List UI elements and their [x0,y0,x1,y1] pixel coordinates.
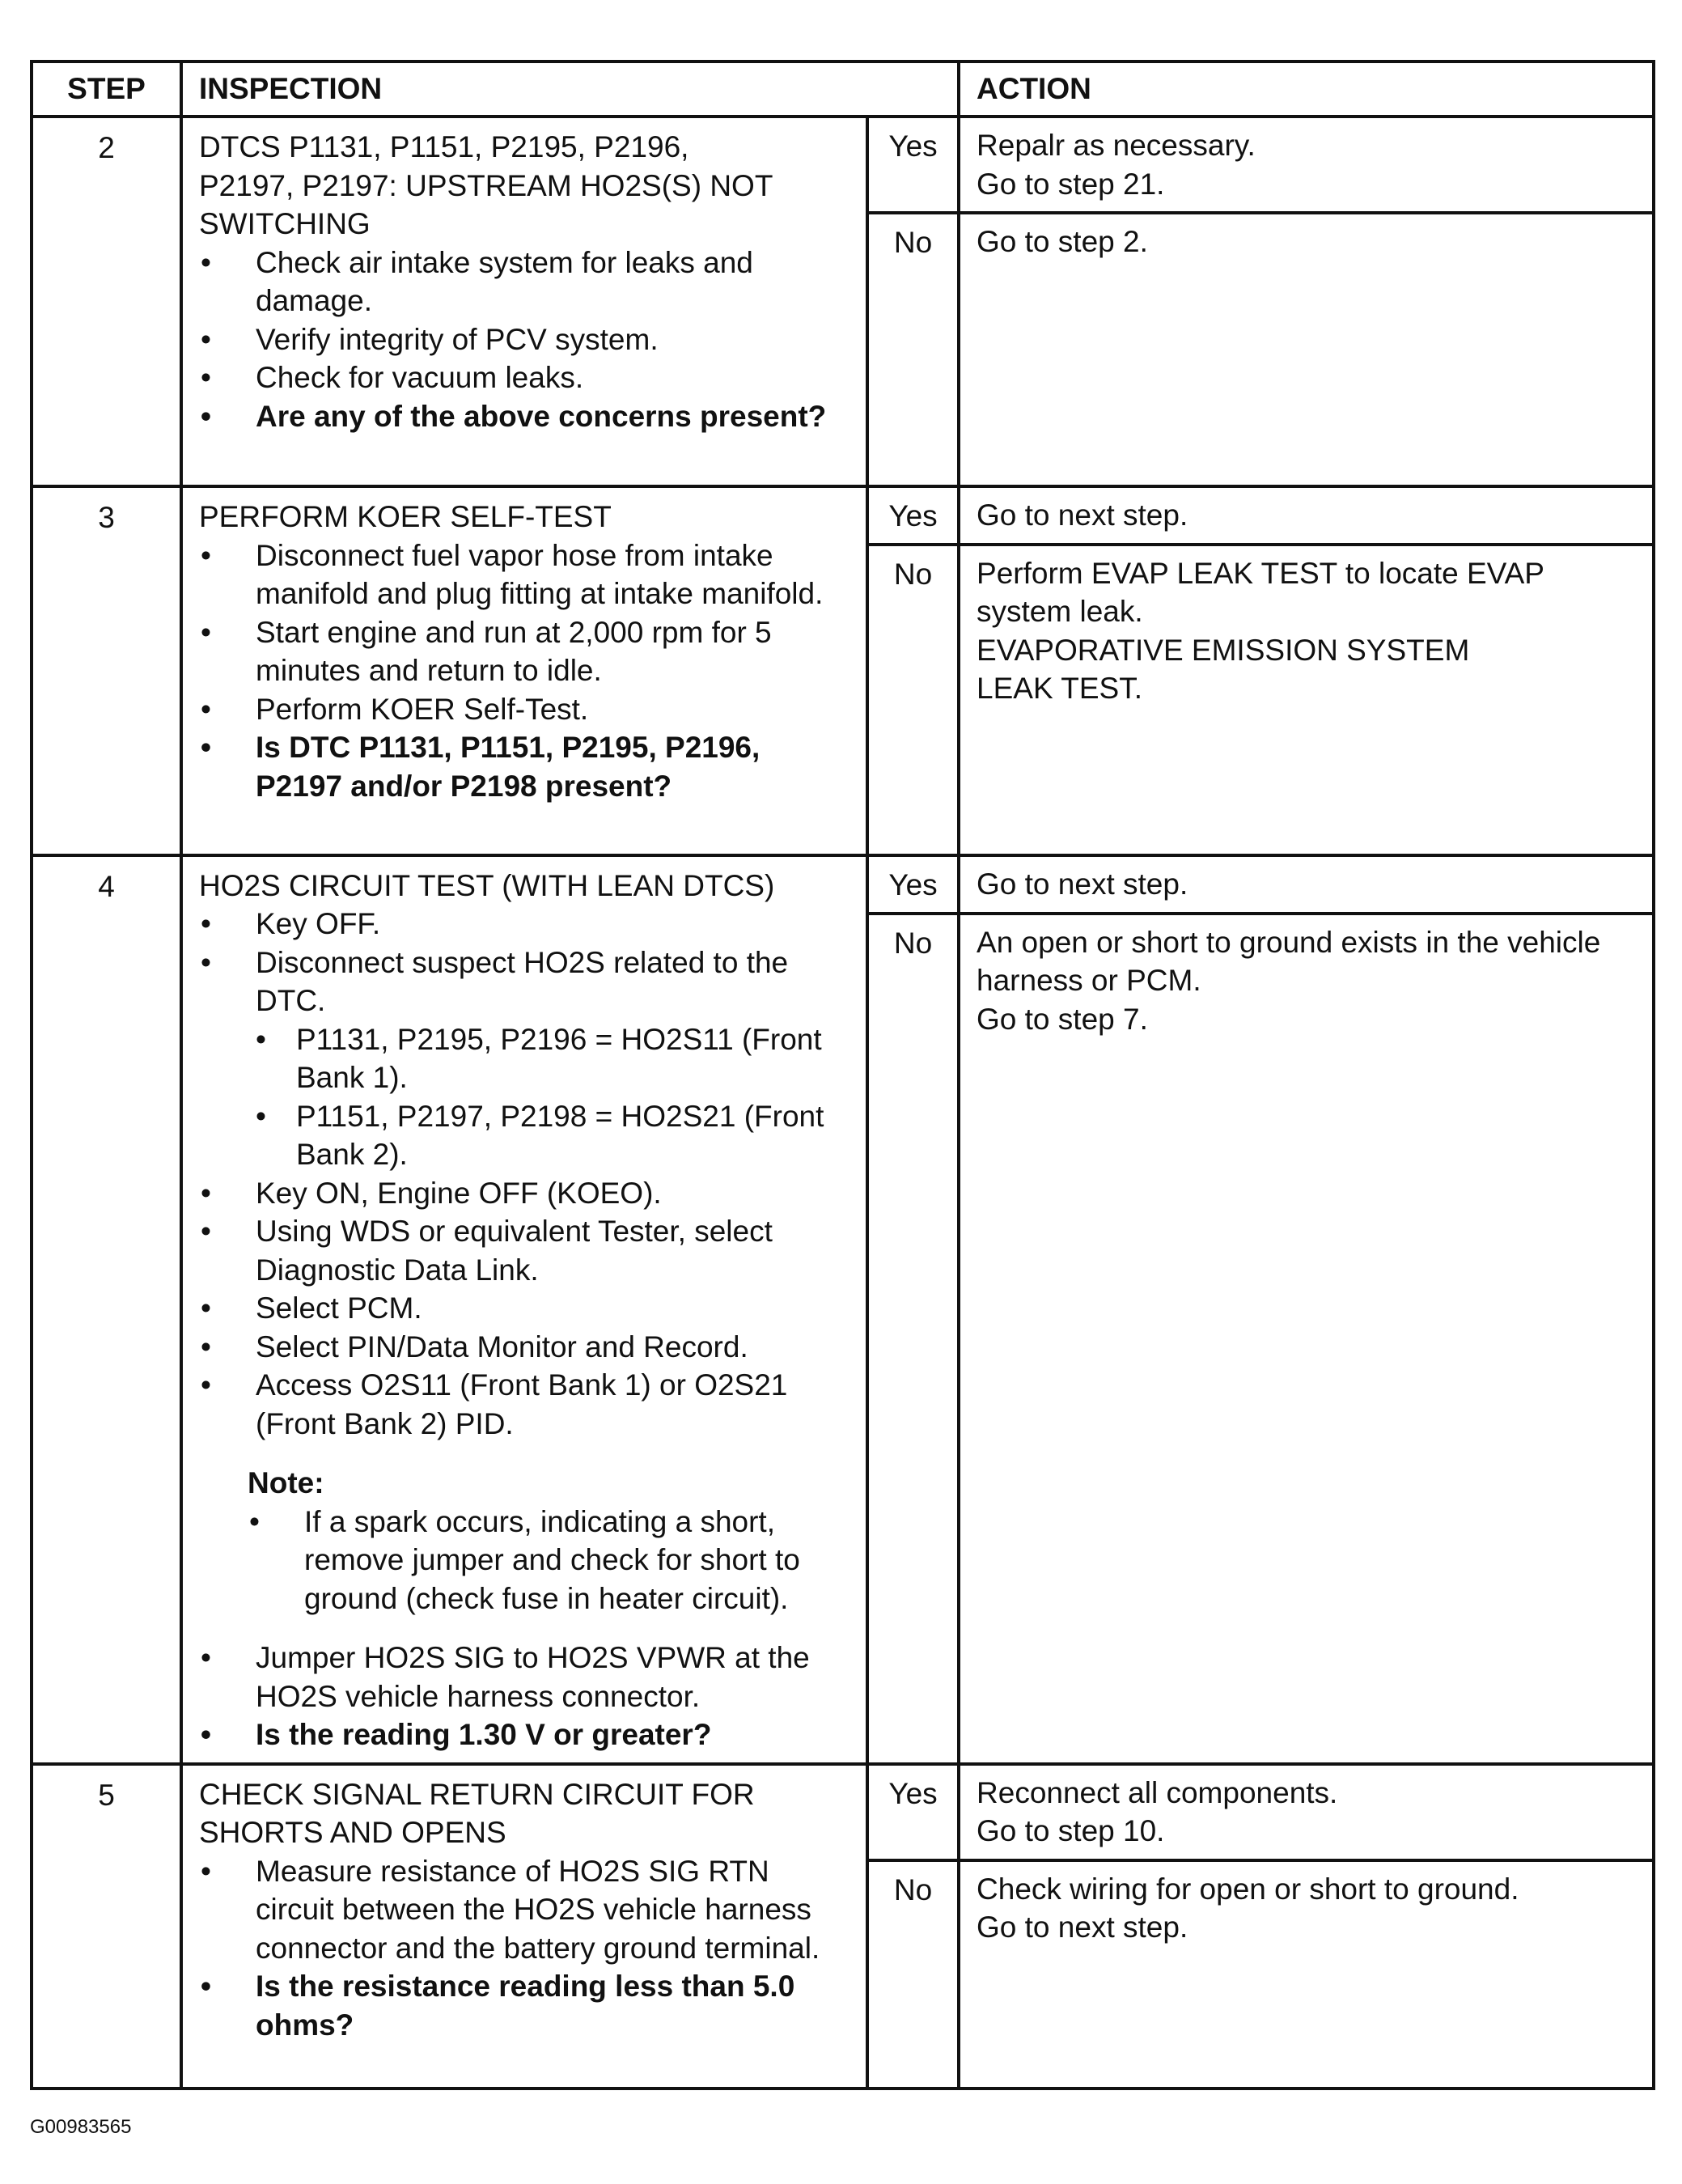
no-label: No [867,914,959,1764]
yes-label: Yes [867,855,959,914]
inspection-bullet: • Measure resistance of HO2S SIG RTN circuit between the HO2S vehicle harness connector and the battery ground terminal. [199,1852,854,1968]
step-header: STEP [32,61,181,117]
inspection-title: DTCS P1131, P1151, P2195, P2196, P2197, P2197: UPSTREAM HO2S(S) NOT SWITCHING [199,130,773,240]
yes-label: Yes [867,486,959,545]
inspection-header: INSPECTION [181,61,959,117]
inspection-question: • Is the reading 1.30 V or greater? [199,1715,854,1754]
no-action [959,545,1654,855]
yes-action [959,117,1654,213]
inspection-bullet: • Disconnect fuel vapor hose from intake manifold and plug fitting at intake manifold. [199,536,854,613]
figure-id: G00983565 [30,2116,132,2138]
action-line: Repalr as necessary. [977,129,1256,162]
sub-bullet: • P1131, P2195, P2196 = HO2S11 (Front Bank 1). [256,1020,854,1097]
action-line: Go to step 21. [977,167,1165,201]
table-row [32,117,1654,213]
inspection-bullet: • Verify integrity of PCV system. [199,320,854,359]
inspection-bullet [199,944,854,1174]
step-number: 3 [32,486,181,855]
yes-action [959,1764,1654,1860]
yes-action [959,486,1654,545]
action-line: Go to next step. [977,1910,1188,1944]
no-label: No [867,213,959,486]
action-line: Check wiring for open or short to ground. [977,1872,1519,1906]
inspection-bullet: • Perform KOER Self-Test. [199,690,854,729]
inspection-title: HO2S CIRCUIT TEST (WITH LEAN DTCS) [199,868,775,902]
action-line: Go to next step. [977,867,1188,901]
yes-action [959,855,1654,914]
inspection-bullet: • Select PCM. [199,1289,854,1328]
inspection-cell [181,486,867,855]
action-line: Perform EVAP LEAK TEST to locate EVAP system leak. [977,556,1544,628]
yes-label: Yes [867,117,959,213]
table-row [32,486,1654,545]
inspection-bullet: • Jumper HO2S SIG to HO2S VPWR at the HO2S vehicle harness connector. [199,1639,854,1715]
inspection-bullet: • Check for vacuum leaks. [199,358,854,397]
note-block [248,1464,854,1618]
inspection-bullet: • Access O2S11 (Front Bank 1) or O2S21 (Front Bank 2) PID. [199,1366,854,1443]
inspection-cell [181,855,867,1764]
no-action [959,1860,1654,2089]
no-label: No [867,545,959,855]
note-bullet: • If a spark occurs, indicating a short, remove jumper and check for short to ground (check fuse in heater circuit). [248,1503,854,1618]
inspection-title: CHECK SIGNAL RETURN CIRCUIT FOR SHORTS AND OPENS [199,1777,755,1849]
table-row [32,1764,1654,1860]
diagnostic-table [30,60,1655,2090]
header-row [32,61,1654,117]
step-number: 2 [32,117,181,486]
no-action [959,213,1654,486]
action-line: Reconnect all components. [977,1775,1338,1809]
step-number: 5 [32,1764,181,2089]
note-title: Note: [248,1466,324,1499]
action-line: EVAPORATIVE EMISSION SYSTEM [977,633,1470,667]
inspection-title: PERFORM KOER SELF-TEST [199,500,612,533]
sub-bullet: • P1151, P2197, P2198 = HO2S21 (Front Bank 2). [256,1097,854,1174]
inspection-bullet: • Check air intake system for leaks and damage. [199,244,854,320]
action-line: Go to step 2. [977,225,1148,258]
step-number: 4 [32,855,181,1764]
yes-label: Yes [867,1764,959,1860]
inspection-question: • Is the resistance reading less than 5.0 ohms? [199,1967,854,2044]
inspection-question: • Are any of the above concerns present? [199,397,854,436]
inspection-cell [181,1764,867,2089]
inspection-question: • Is DTC P1131, P1151, P2195, P2196, P2197 and/or P2198 present? [199,728,854,805]
inspection-bullet-text: Disconnect suspect HO2S related to the DTC. [256,945,789,1017]
action-header: ACTION [959,61,1654,117]
no-label: No [867,1860,959,2089]
action-line: Go to next step. [977,498,1188,532]
table-row [32,855,1654,914]
action-line: LEAK TEST. [977,672,1142,705]
action-line: Go to step 7. [977,1002,1148,1036]
inspection-bullet: • Start engine and run at 2,000 rpm for 5 minutes and return to idle. [199,613,854,690]
inspection-cell [181,117,867,486]
inspection-bullet: • Select PIN/Data Monitor and Record. [199,1328,854,1367]
inspection-bullet: • Using WDS or equivalent Tester, select Diagnostic Data Link. [199,1212,854,1289]
no-action [959,914,1654,1764]
inspection-bullet: • Key ON, Engine OFF (KOEO). [199,1174,854,1213]
action-line: Go to step 10. [977,1814,1165,1847]
action-line: An open or short to ground exists in the vehicle harness or PCM. [977,925,1601,998]
inspection-bullet: • Key OFF. [199,905,854,944]
